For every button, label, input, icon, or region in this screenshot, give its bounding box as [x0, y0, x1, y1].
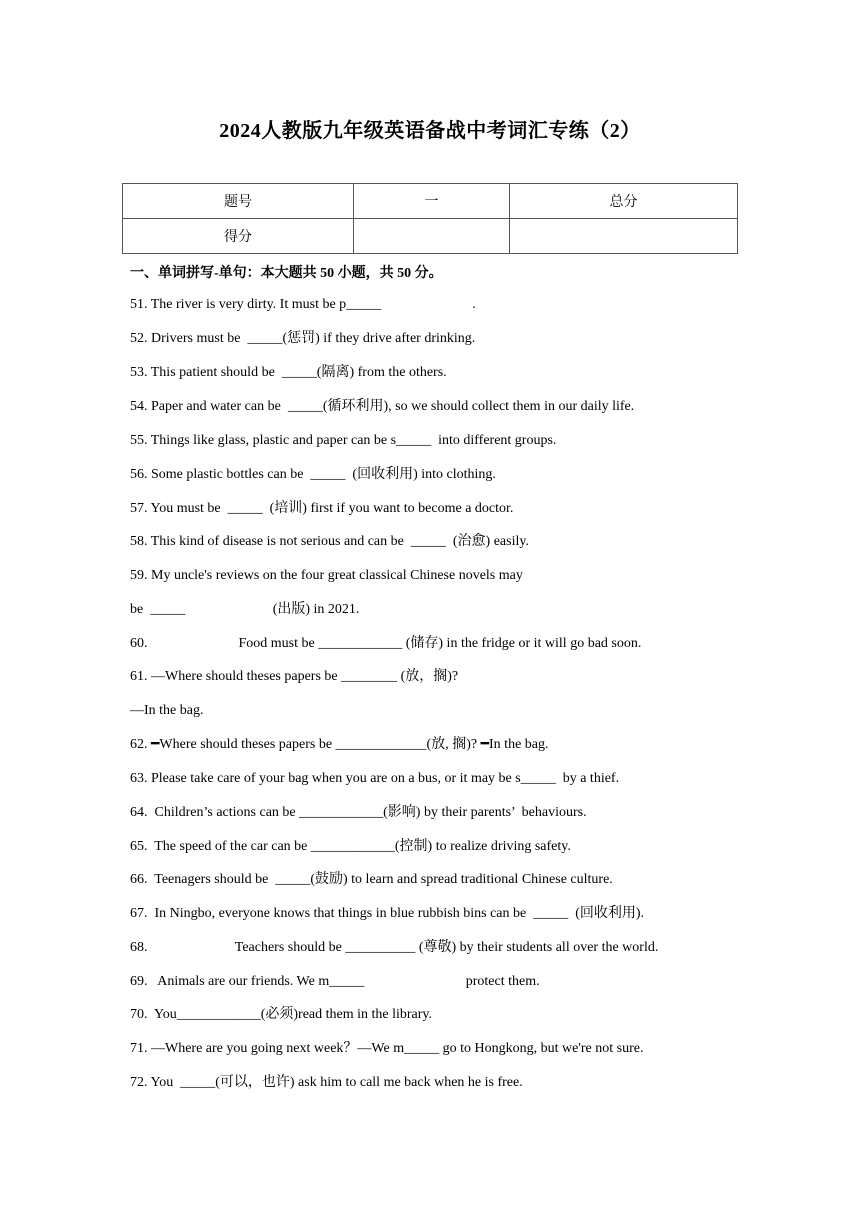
question-text: 63. Please take care of your bag when you are on a bus, or it may be s — [130, 771, 521, 786]
question-text-tail: by a thief. — [555, 771, 620, 786]
question-line — [130, 364, 447, 382]
question-text-tail: (影响) by their parents’ behaviours. — [383, 805, 587, 820]
question-line — [130, 804, 587, 822]
question-text-tail: protect them. — [364, 974, 540, 989]
answer-blank[interactable]: _____ — [150, 602, 186, 617]
question-text-tail: (惩罚) if they drive after drinking. — [282, 331, 476, 346]
question-line — [130, 1006, 432, 1024]
answer-blank[interactable]: _____ — [329, 974, 365, 989]
question-text: 53. This patient should be — [130, 365, 282, 380]
question-text: 61. —Where should theses papers be — [130, 669, 342, 684]
answer-blank[interactable]: _____________ — [335, 737, 427, 752]
answer-blank[interactable]: _____ — [247, 331, 283, 346]
question-text: be — [130, 602, 151, 617]
question-text: 57. You must be — [130, 501, 228, 516]
question-line — [130, 432, 556, 450]
question-text-tail: (储存) in the fridge or it will go bad soon. — [402, 636, 642, 651]
question-line — [130, 838, 571, 856]
score-cell-section-one: 一 — [354, 184, 510, 219]
answer-blank[interactable]: ____________ — [299, 805, 384, 820]
question-text-tail: (控制) to realize driving safety. — [394, 839, 571, 854]
question-text: 72. You — [130, 1075, 181, 1090]
page-title: 2024人教版九年级英语备战中考词汇专练（2） — [219, 120, 641, 142]
question-text-tail: (隔离) from the others. — [316, 365, 447, 380]
question-text: 55. Things like glass, plastic and paper can be s — [130, 433, 397, 448]
question-text: 66. Teenagers should be — [130, 872, 276, 887]
question-line — [130, 500, 513, 518]
question-text: 67. In Ningbo, everyone knows that things in blue rubbish bins can be — [130, 906, 534, 921]
score-cell-question-number: 题号 — [123, 184, 354, 219]
answer-blank[interactable]: ____________ — [176, 1007, 261, 1022]
question-text-tail: (治愈) easily. — [445, 534, 529, 549]
answer-blank[interactable]: __________ — [345, 940, 416, 955]
question-line — [130, 905, 644, 923]
question-line — [130, 770, 619, 788]
question-text: 62. ━Where should theses papers be — [130, 737, 336, 752]
question-text-tail: . — [381, 297, 476, 312]
question-line — [130, 736, 549, 754]
question-line — [130, 973, 540, 991]
question-line — [130, 567, 523, 585]
answer-blank[interactable]: _____ — [281, 365, 317, 380]
answer-blank[interactable]: ____________ — [318, 636, 403, 651]
question-line — [130, 702, 203, 720]
question-text-tail: (培训) first if you want to become a doctor. — [262, 501, 514, 516]
question-text: 58. This kind of disease is not serious and can be — [130, 534, 411, 549]
question-line — [130, 466, 496, 484]
answer-blank[interactable]: _____ — [287, 399, 323, 414]
question-text-tail: (鼓励) to learn and spread traditional Chinese culture. — [310, 872, 613, 887]
question-text-tail: (必须)read them in the library. — [260, 1007, 433, 1022]
question-text-tail: (放, 搁)? ━In the bag. — [426, 737, 549, 752]
answer-blank[interactable]: ____________ — [310, 839, 395, 854]
question-line — [130, 1074, 523, 1092]
answer-blank[interactable]: _____ — [275, 872, 311, 887]
question-text-tail: (放，搁)? — [397, 669, 459, 684]
question-text: 71. —Where are you going next week？—We m — [130, 1041, 405, 1056]
question-text-tail: (可以，也许) ask him to call me back when he is free. — [215, 1075, 523, 1090]
question-text-tail: (出版) in 2021. — [185, 602, 360, 617]
question-text: 56. Some plastic bottles can be — [130, 467, 311, 482]
answer-blank[interactable]: ________ — [341, 669, 398, 684]
score-table-header-row — [123, 184, 738, 219]
answer-blank[interactable]: _____ — [533, 906, 569, 921]
question-text-tail: (循环利用), so we should collect them in our daily life. — [322, 399, 635, 414]
answer-blank[interactable]: _____ — [227, 501, 263, 516]
question-text: 52. Drivers must be — [130, 331, 248, 346]
question-line — [130, 398, 634, 416]
question-text-tail: (回收利用) into clothing. — [345, 467, 496, 482]
score-table — [122, 183, 738, 254]
question-text-tail: into different groups. — [431, 433, 557, 448]
score-cell-score-label: 得分 — [123, 219, 354, 254]
answer-blank[interactable]: _____ — [404, 1041, 440, 1056]
question-line — [130, 533, 529, 551]
question-text: 60. Food must be — [130, 636, 319, 651]
question-text: 51. The river is very dirty. It must be p — [130, 297, 347, 312]
score-cell-total-score[interactable] — [510, 219, 738, 254]
question-line — [130, 1040, 643, 1058]
question-line — [130, 871, 613, 889]
section-heading: 一、单词拼写-单句：本大题共 50 小题，共 50 分。 — [130, 266, 443, 281]
score-table-score-row — [123, 219, 738, 254]
question-text: 59. My uncle's reviews on the four great classical Chinese novels may — [130, 568, 523, 583]
answer-blank[interactable]: _____ — [180, 1075, 216, 1090]
question-line — [130, 330, 475, 348]
score-cell-section-one-score[interactable] — [354, 219, 510, 254]
question-text: 68. Teachers should be — [130, 940, 346, 955]
answer-blank[interactable]: _____ — [396, 433, 432, 448]
question-line — [130, 601, 359, 619]
question-text: —In the bag. — [130, 703, 204, 718]
question-text: 64. Children’s actions can be — [130, 805, 300, 820]
answer-blank[interactable]: _____ — [520, 771, 556, 786]
answer-blank[interactable]: _____ — [346, 297, 382, 312]
question-text: 69. Animals are our friends. We m — [130, 974, 330, 989]
question-text-tail: (回收利用). — [568, 906, 645, 921]
question-line — [130, 939, 658, 957]
answer-blank[interactable]: _____ — [410, 534, 446, 549]
question-text-tail: go to Hongkong, but we're not sure. — [439, 1041, 644, 1056]
question-text: 70. You — [130, 1007, 177, 1022]
question-text: 54. Paper and water can be — [130, 399, 288, 414]
score-cell-total: 总分 — [510, 184, 738, 219]
question-text: 65. The speed of the car can be — [130, 839, 311, 854]
question-line — [130, 668, 458, 686]
question-line — [130, 635, 641, 653]
answer-blank[interactable]: _____ — [310, 467, 346, 482]
question-text-tail: (尊敬) by their students all over the world. — [415, 940, 659, 955]
question-line — [130, 296, 476, 314]
